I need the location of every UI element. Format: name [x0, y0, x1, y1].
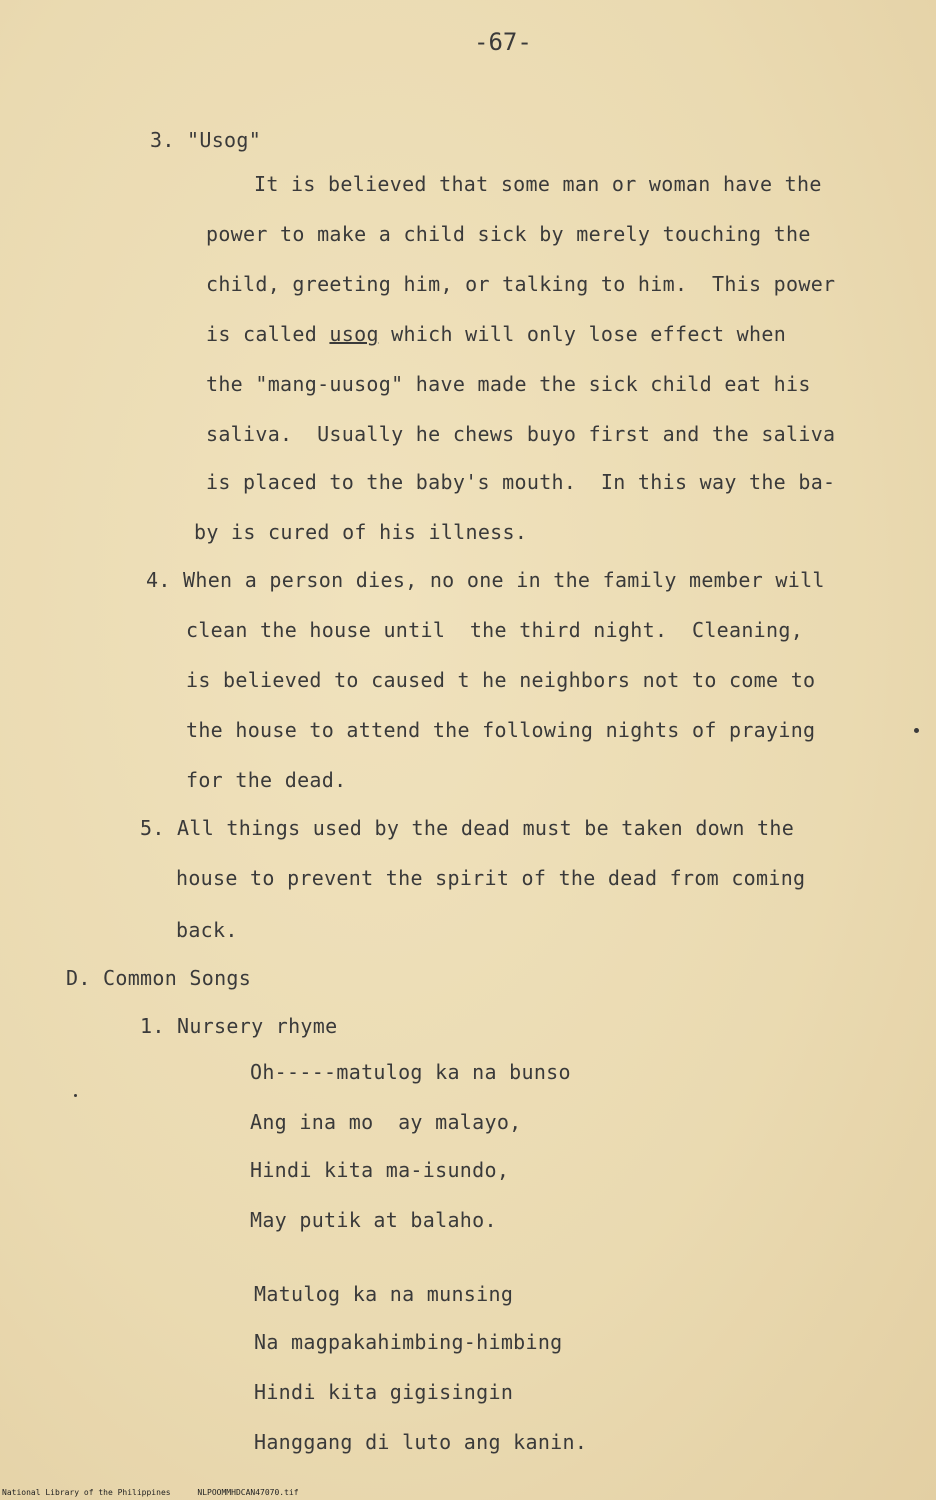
stanza-2-line-2: Na magpakahimbing-himbing: [254, 1330, 563, 1354]
item-5-line-3: back.: [176, 918, 238, 942]
item-4-line-4: the house to attend the following nights of praying: [186, 718, 816, 742]
scan-footer: [2, 1488, 321, 1497]
item-4-line-5: for the dead.: [186, 768, 347, 792]
stanza-1-line-2: Ang ina mo ay malayo,: [250, 1110, 522, 1134]
stanza-1-line-4: May putik at balaho.: [250, 1208, 497, 1232]
item-4-line-2: clean the house until the third night. Cleaning,: [186, 618, 804, 642]
item-5-line-1: 5. All things used by the dead must be taken down the: [140, 816, 795, 840]
stanza-2-line-1: Matulog ka na munsing: [254, 1282, 514, 1306]
usog-term: usog: [329, 322, 379, 346]
nursery-rhyme-heading: 1. Nursery rhyme: [140, 1014, 338, 1038]
item-3-heading: 3. "Usog": [150, 128, 262, 152]
item-4-line-3: is believed to caused t he neighbors not to come to: [186, 668, 816, 692]
ink-speck: [74, 1094, 77, 1097]
stanza-1-line-3: Hindi kita ma-isundo,: [250, 1158, 510, 1182]
section-d-heading: D. Common Songs: [66, 966, 252, 990]
stanza-2-line-3: Hindi kita gigisingin: [254, 1380, 514, 1404]
item-3-line-6: saliva. Usually he chews buyo first and the saliva: [206, 422, 836, 446]
stanza-2-line-4: Hanggang di luto ang kanin.: [254, 1430, 588, 1454]
ink-speck: [914, 728, 919, 733]
stanza-1-line-1: Oh-----matulog ka na bunso: [250, 1060, 571, 1084]
item-3-line-5: the "mang-uusog" have made the sick child eat his: [206, 372, 811, 396]
footer-file: NLPOOMMHDCAN47070.tif: [197, 1488, 299, 1497]
item-3-line-2: power to make a child sick by merely touching the: [206, 222, 811, 246]
item-3-line-4: [206, 322, 786, 346]
item-3-line-8: by is cured of his illness.: [194, 520, 528, 544]
item-5-line-2: house to prevent the spirit of the dead from coming: [176, 866, 806, 890]
footer-library: National Library of the Philippines: [2, 1488, 171, 1497]
item-3-line-1: It is believed that some man or woman have the: [254, 172, 822, 196]
item-3-line-4-start: is called: [206, 322, 330, 346]
item-4-line-1: 4. When a person dies, no one in the family member will: [146, 568, 825, 592]
item-3-line-4-end: which will only lose effect when: [378, 322, 787, 346]
page-number: -67-: [474, 28, 532, 56]
item-3-line-7: is placed to the baby's mouth. In this way the ba-: [206, 470, 836, 494]
item-3-line-3: child, greeting him, or talking to him. This power: [206, 272, 836, 296]
